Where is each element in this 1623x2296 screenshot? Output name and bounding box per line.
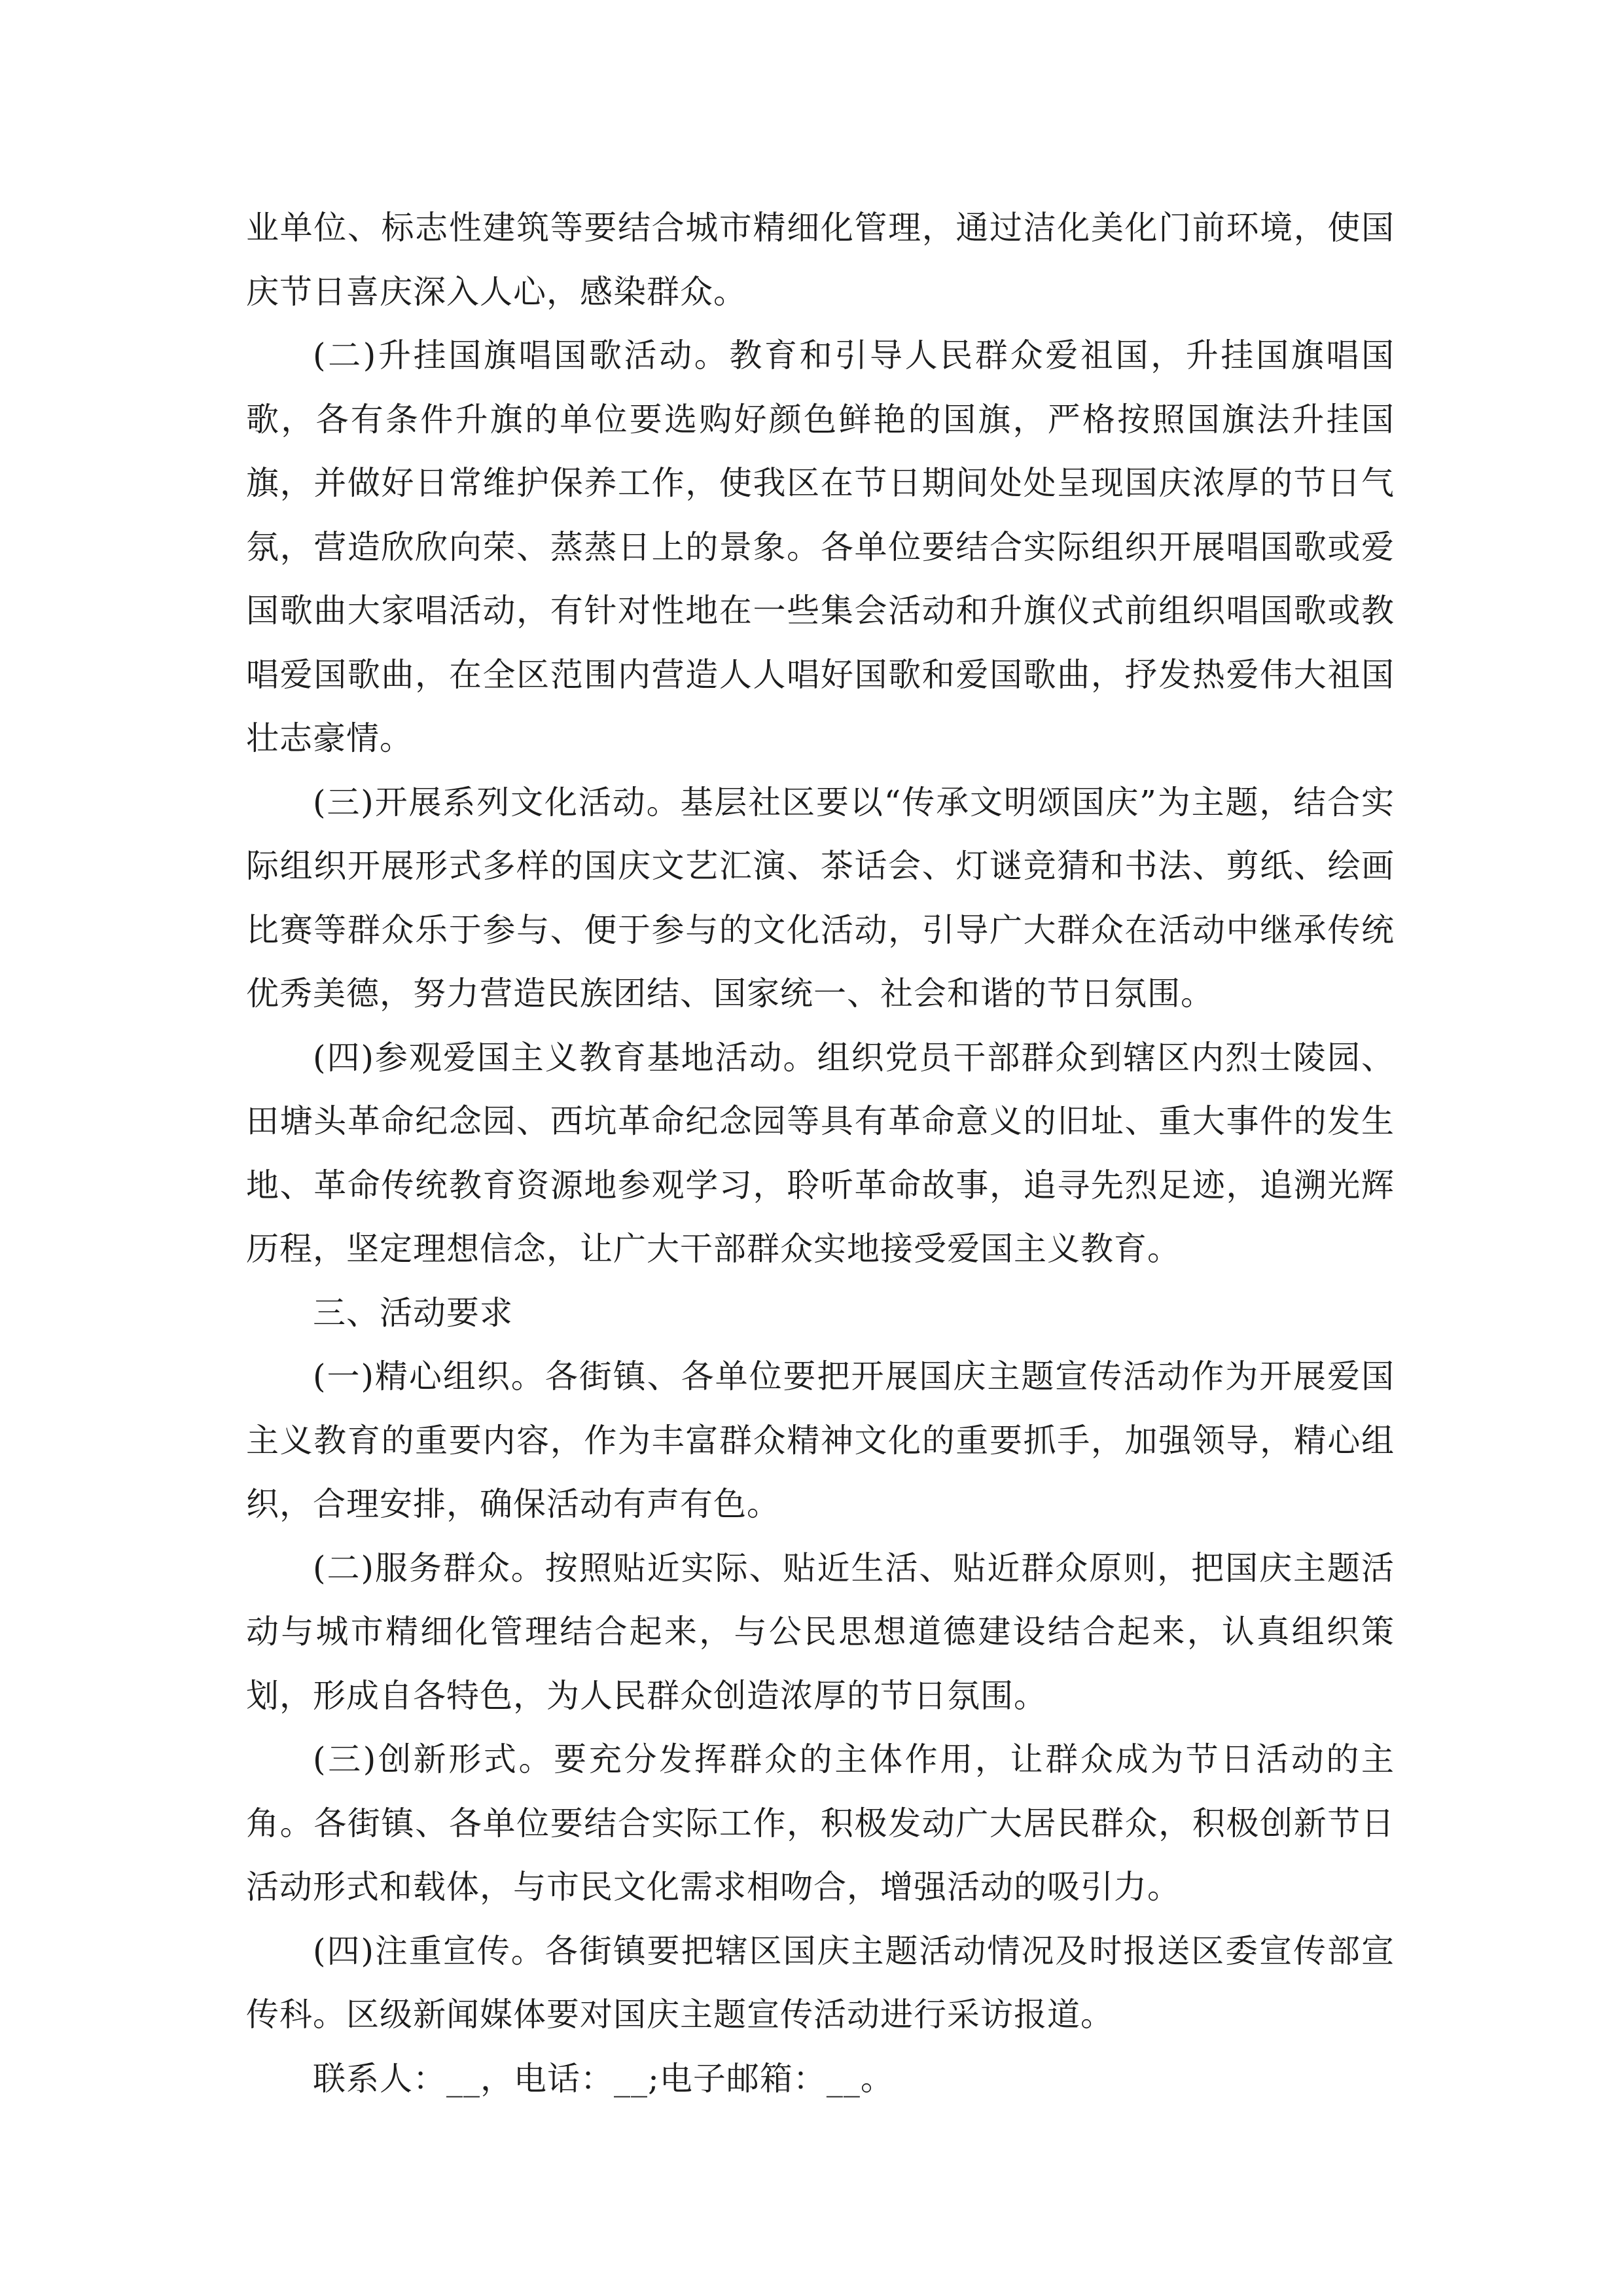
paragraph-organize: (一)精心组织。各街镇、各单位要把开展国庆主题宣传活动作为开展爱国主义教育的重要内容，作为丰富群众精神文化的重要抓手，加强领导，精心组织，合理安排，确保活动有声有色。 <box>246 1357 1395 1523</box>
contact-line: 联系人：__，电话：__;电子邮箱：__。 <box>313 2059 894 2098</box>
paragraph-publicity: (四)注重宣传。各街镇要把辖区国庆主题活动情况及时报送区委宣传部宣传科。区级新闻媒体要对国庆主题宣传活动进行采访报道。 <box>246 1931 1395 2034</box>
paragraph-patriotic-bases: (四)参观爱国主义教育基地活动。组织党员干部群众到辖区内烈士陵园、田塘头革命纪念园、西坑革命纪念园等具有革命意义的旧址、重大事件的发生地、革命传统教育资源地参观学习，聆听革命故事，追寻先烈足迹，追溯光辉历程，坚定理想信念，让广大干部群众实地接受爱国主义教育。 <box>246 1038 1395 1268</box>
paragraph-innovate: (三)创新形式。要充分发挥群众的主体作用，让群众成为节日活动的主角。各街镇、各单位要结合实际工作，积极发动广大居民群众，积极创新节日活动形式和载体，与市民文化需求相吻合，增强活动的吸引力。 <box>246 1740 1395 1906</box>
paragraph-flag-anthem: (二)升挂国旗唱国歌活动。教育和引导人民群众爱祖国，升挂国旗唱国歌，各有条件升旗的单位要选购好颜色鲜艳的国旗，严格按照国旗法升挂国旗，并做好日常维护保养工作，使我区在节日期间处处呈现国庆浓厚的节日气氛，营造欣欣向荣、蒸蒸日上的景象。各单位要结合实际组织开展唱国歌或爱国歌曲大家唱活动，有针对性地在一些集会活动和升旗仪式前组织唱国歌或教唱爱国歌曲，在全区范围内营造人人唱好国歌和爱国歌曲，抒发热爱伟大祖国壮志豪情。 <box>246 336 1395 757</box>
section-heading-requirements: 三、活动要求 <box>313 1293 513 1332</box>
paragraph-cultural-activities: (三)开展系列文化活动。基层社区要以“传承文明颂国庆”为主题，结合实际组织开展形式多样的国庆文艺汇演、茶话会、灯谜竞猜和书法、剪纸、绘画比赛等群众乐于参与、便于参与的文化活动，引导广大群众在活动中继承传统优秀美德，努力营造民族团结、国家统一、社会和谐的节日氛围。 <box>246 783 1395 1013</box>
paragraph-continuation: 业单位、标志性建筑等要结合城市精细化管理，通过洁化美化门前环境，使国庆节日喜庆深入人心，感染群众。 <box>246 209 1395 311</box>
paragraph-serve-public: (二)服务群众。按照贴近实际、贴近生活、贴近群众原则，把国庆主题活动与城市精细化管理结合起来，与公民思想道德建设结合起来，认真组织策划，形成自各特色，为人民群众创造浓厚的节日氛围。 <box>246 1549 1395 1715</box>
document-body <box>246 196 1395 2111</box>
